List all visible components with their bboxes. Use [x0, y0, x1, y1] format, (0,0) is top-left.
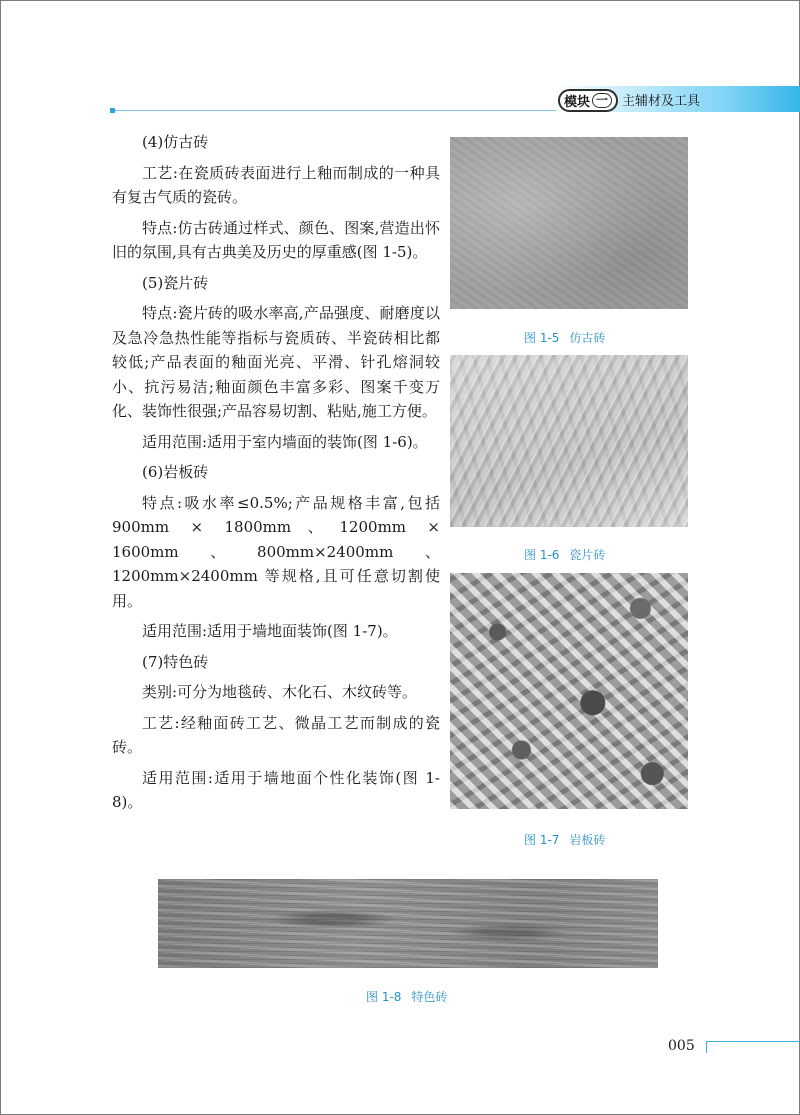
figure-number: 图 1-8 [366, 990, 402, 1004]
figure-title: 仿古砖 [569, 331, 606, 345]
footer-rule [706, 1041, 800, 1042]
paragraph: 特点:仿古砖通过样式、颜色、图案,营造出怀旧的氛围,具有古典美及历史的厚重感(图 1-5)。 [112, 218, 440, 261]
footer-rule-tick [706, 1041, 707, 1053]
paragraph: 特点:吸水率≤0.5%;产品规格丰富,包括 900mm × 1800mm、1200mm × 1600mm、800mm×2400mm、1200mm×2400mm 等规格,且可任意切割使用。 [112, 493, 440, 610]
figure-title: 瓷片砖 [569, 548, 606, 562]
figure-caption [524, 329, 605, 346]
module-number: 一 [592, 93, 612, 108]
figure-caption [524, 546, 605, 563]
section-heading-4: (4)仿古砖 [142, 133, 209, 151]
module-label: 模块 [564, 95, 591, 110]
section-heading-5: (5)瓷片砖 [142, 273, 209, 292]
paragraph: 工艺:经釉面砖工艺、微晶工艺而制成的瓷砖。 [112, 713, 440, 756]
paragraph: 适用范围:适用于墙地面个性化装饰(图 1-8)。 [112, 768, 440, 811]
section-heading-6: (6)岩板砖 [142, 463, 209, 481]
figure-number: 图 1-7 [524, 833, 560, 847]
slab-tile-image [450, 573, 688, 809]
paragraph: 适用范围:适用于室内墙面的装饰(图 1-6)。 [142, 432, 428, 451]
figure-title: 特色砖 [411, 990, 448, 1004]
figure-caption [524, 831, 605, 848]
paragraph: 特点:瓷片砖的吸水率高,产品强度、耐磨度以及急冷急热性能等指标与瓷质砖、半瓷砖相比都较低;产品表面的釉面光亮、平滑、针孔熔洞较小、抗污易洁;釉面颜色丰富多彩、图案千变万化、装饰性很强;产品容易切割、粘贴,施工方便。 [112, 304, 440, 420]
glazed-tile-image [450, 355, 688, 527]
paragraph: 工艺:在瓷质砖表面进行上釉而制成的一种具有复古气质的瓷砖。 [112, 163, 440, 206]
body-text [112, 130, 440, 815]
section-heading-7: (7)特色砖 [142, 652, 209, 671]
special-tile-image [158, 879, 658, 968]
antique-tile-image [450, 137, 688, 309]
figure-caption [366, 988, 447, 1005]
figure-number: 图 1-5 [524, 331, 560, 345]
figure-title: 岩板砖 [569, 833, 606, 847]
header-rule [112, 110, 582, 111]
paragraph: 类别:可分为地毯砖、木化石、木纹砖等。 [142, 683, 418, 701]
header-rule-marker [110, 108, 115, 113]
paragraph: 适用范围:适用于墙地面装饰(图 1-7)。 [142, 622, 398, 640]
module-badge [558, 89, 618, 112]
figure-number: 图 1-6 [524, 548, 560, 562]
page-number: 005 [668, 1038, 695, 1054]
chapter-title: 主辅材及工具 [622, 94, 701, 109]
